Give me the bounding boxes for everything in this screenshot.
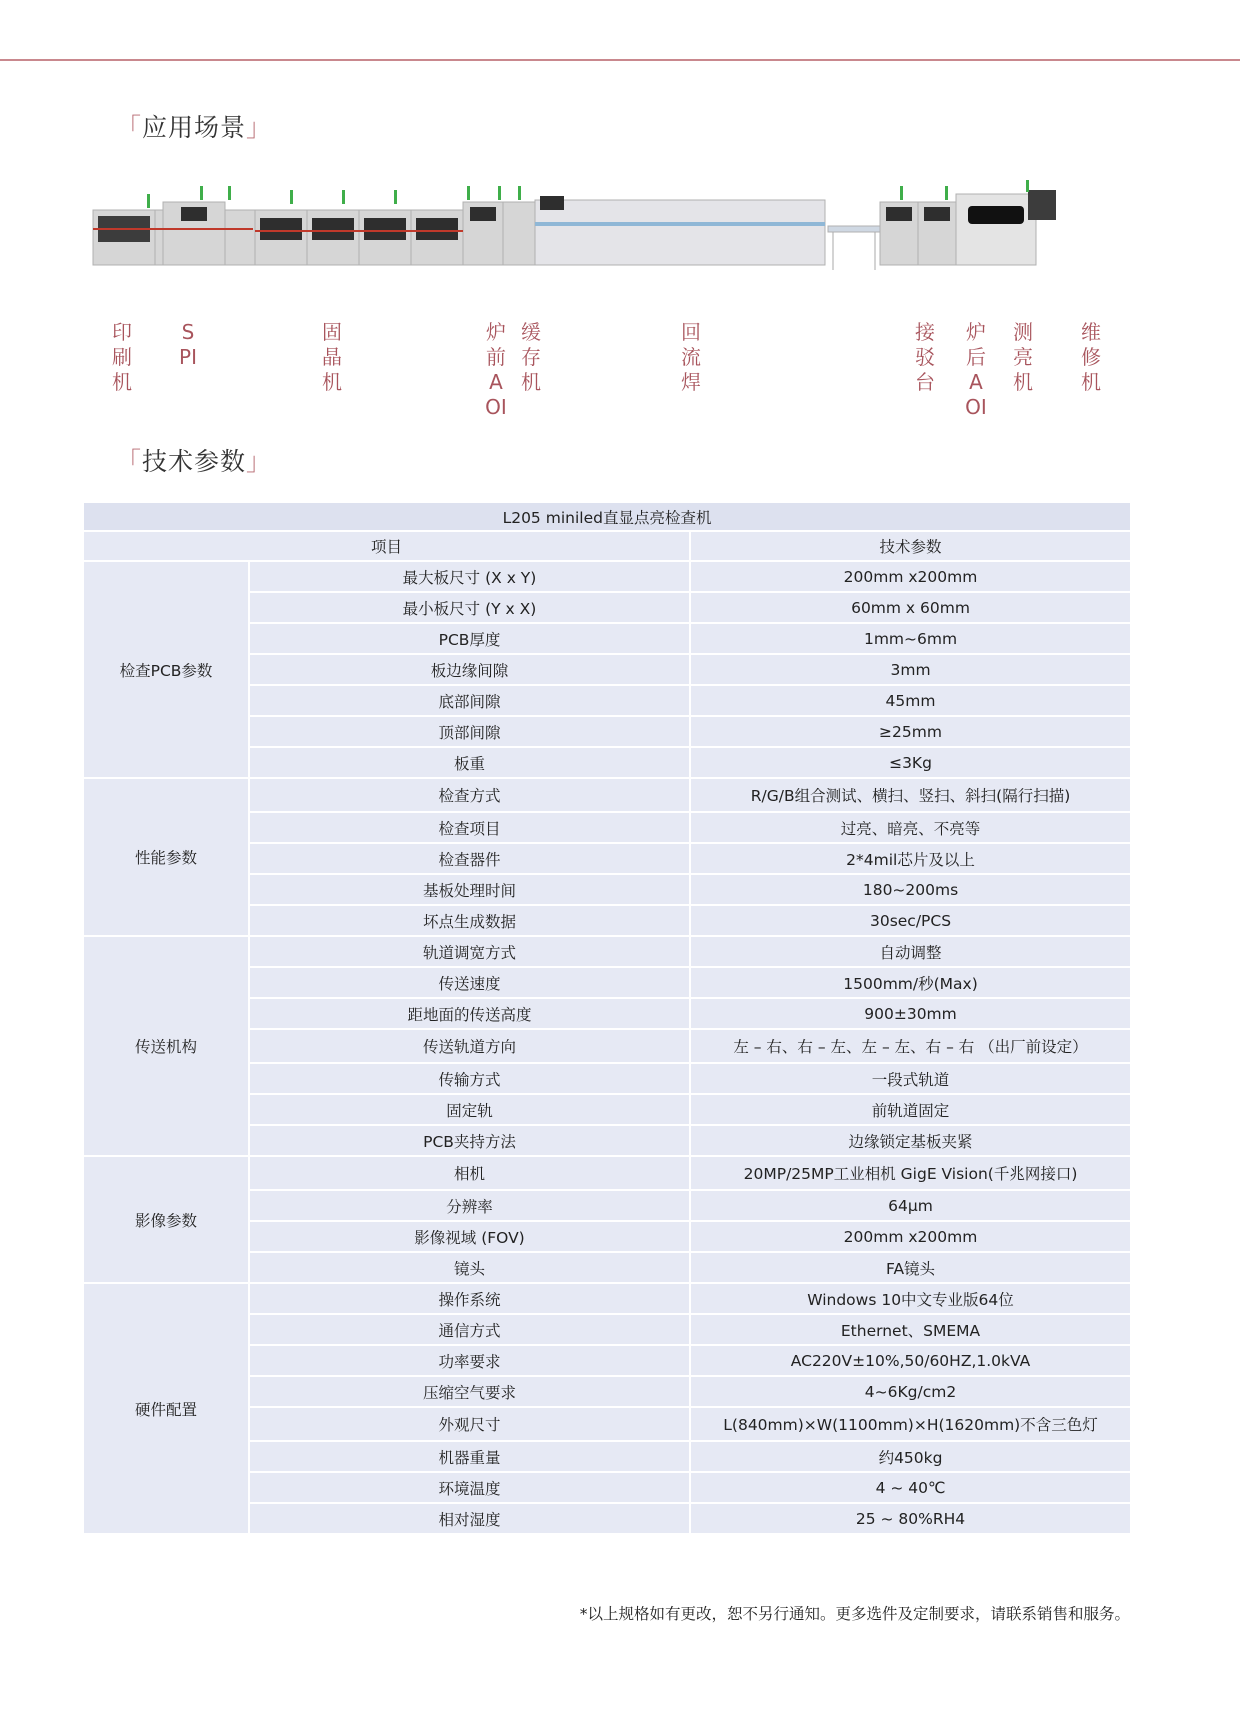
item-cell: 板重 [249,747,690,778]
value-cell: Windows 10中文专业版64位 [690,1283,1131,1314]
item-cell: 传送速度 [249,967,690,998]
value-cell: 4 ~ 40℃ [690,1472,1131,1503]
value-cell: 64μm [690,1190,1131,1221]
category-cell: 影像参数 [83,1156,249,1283]
label-repair: 维修机 [1081,320,1101,394]
item-cell: 分辨率 [249,1190,690,1221]
label-light-tester: 测亮机 [1013,320,1033,394]
item-cell: 最大板尺寸 (X x Y) [249,561,690,592]
value-cell: R/G/B组合测试、横扫、竖扫、斜扫(隔行扫描) [690,778,1131,812]
item-cell: 固定轨 [249,1094,690,1125]
section-title-scene: 「应用场景」 [116,113,273,142]
label-printer: 印刷机 [112,320,132,394]
value-cell: 过亮、暗亮、不亮等 [690,812,1131,843]
item-cell: 基板处理时间 [249,874,690,905]
item-cell: 板边缘间隙 [249,654,690,685]
item-cell: 通信方式 [249,1314,690,1345]
item-cell: 环境温度 [249,1472,690,1503]
item-cell: 影像视域 (FOV) [249,1221,690,1252]
value-cell: 900±30mm [690,998,1131,1029]
label-post-aoi: 炉后AOI [965,320,987,419]
value-cell: 3mm [690,654,1131,685]
label-dock: 接驳台 [915,320,935,394]
value-cell: 180~200ms [690,874,1131,905]
top-rule [0,59,1240,61]
value-cell: 一段式轨道 [690,1063,1131,1094]
label-spi: SPI [179,320,197,369]
header-param: 技术参数 [690,531,1131,561]
value-cell: Ethernet、SMEMA [690,1314,1131,1345]
header-item: 项目 [83,531,690,561]
category-cell: 传送机构 [83,936,249,1156]
value-cell: 30sec/PCS [690,905,1131,936]
category-cell: 性能参数 [83,778,249,936]
item-cell: PCB夹持方法 [249,1125,690,1156]
value-cell: L(840mm)×W(1100mm)×H(1620mm)不含三色灯 [690,1407,1131,1441]
item-cell: 检查方式 [249,778,690,812]
label-die-bonder: 固晶机 [322,320,342,394]
value-cell: 4~6Kg/cm2 [690,1376,1131,1407]
item-cell: 坏点生成数据 [249,905,690,936]
value-cell: 约450kg [690,1441,1131,1472]
item-cell: 底部间隙 [249,685,690,716]
value-cell: 前轨道固定 [690,1094,1131,1125]
table-row [83,936,1131,967]
item-cell: 压缩空气要求 [249,1376,690,1407]
value-cell: 自动调整 [690,936,1131,967]
item-cell: 机器重量 [249,1441,690,1472]
value-cell: 2*4mil芯片及以上 [690,843,1131,874]
table-row [83,1283,1131,1314]
item-cell: 功率要求 [249,1345,690,1376]
label-reflow: 回流焊 [681,320,701,394]
value-cell: 边缘锁定基板夹紧 [690,1125,1131,1156]
table-row [83,778,1131,812]
item-cell: 传送轨道方向 [249,1029,690,1063]
value-cell: 1mm~6mm [690,623,1131,654]
value-cell: 45mm [690,685,1131,716]
value-cell: FA镜头 [690,1252,1131,1283]
item-cell: 距地面的传送高度 [249,998,690,1029]
item-cell: 检查器件 [249,843,690,874]
item-cell: 相对湿度 [249,1503,690,1534]
footnote: *以上规格如有更改，恕不另行通知。更多选件及定制要求，请联系销售和服务。 [579,1605,1130,1623]
item-cell: 传输方式 [249,1063,690,1094]
table-title: L205 miniled直显点亮检查机 [83,502,1131,531]
item-cell: PCB厚度 [249,623,690,654]
item-cell: 最小板尺寸 (Y x X) [249,592,690,623]
item-cell: 镜头 [249,1252,690,1283]
item-cell: 顶部间隙 [249,716,690,747]
section-title-params: 「技术参数」 [116,447,273,476]
label-pre-aoi: 炉前AOI [485,320,507,419]
value-cell: 1500mm/秒(Max) [690,967,1131,998]
category-cell: 硬件配置 [83,1283,249,1534]
value-cell: 200mm x200mm [690,561,1131,592]
production-line-illustration [88,180,1158,300]
item-cell: 相机 [249,1156,690,1190]
value-cell: 20MP/25MP工业相机 GigE Vision(千兆网接口) [690,1156,1131,1190]
item-cell: 外观尺寸 [249,1407,690,1441]
value-cell: ≥25mm [690,716,1131,747]
table-row [83,1156,1131,1190]
item-cell: 操作系统 [249,1283,690,1314]
table-row [83,561,1131,592]
category-cell: 检查PCB参数 [83,561,249,778]
value-cell: ≤3Kg [690,747,1131,778]
value-cell: 左 – 右、右 – 左、左 – 左、右 – 右 （出厂前设定） [690,1029,1131,1063]
value-cell: 25 ~ 80%RH4 [690,1503,1131,1534]
item-cell: 轨道调宽方式 [249,936,690,967]
item-cell: 检查项目 [249,812,690,843]
label-buffer: 缓存机 [521,320,541,394]
value-cell: 60mm x 60mm [690,592,1131,623]
value-cell: 200mm x200mm [690,1221,1131,1252]
value-cell: AC220V±10%,50/60HZ,1.0kVA [690,1345,1131,1376]
spec-table [82,501,1132,1535]
